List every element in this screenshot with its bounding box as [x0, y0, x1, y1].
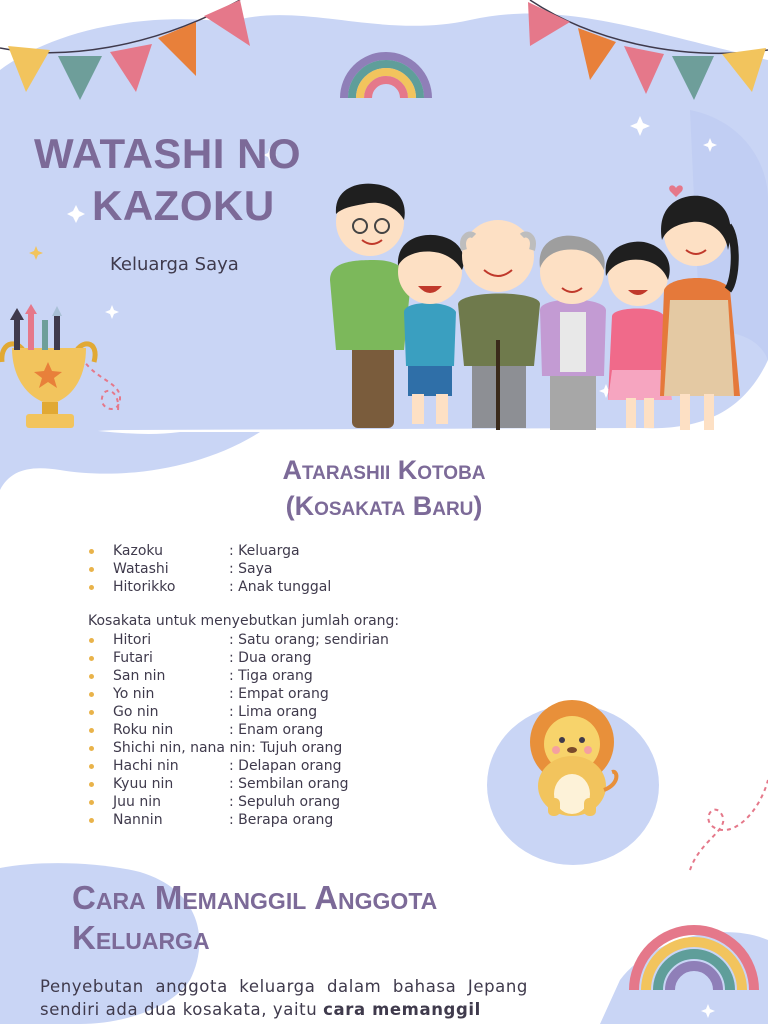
vocab-term: Hitorikko — [113, 579, 176, 595]
list-item — [88, 667, 389, 685]
vocab-list — [88, 542, 331, 596]
page-title — [34, 128, 364, 232]
page-title-line1: WATASHI NO — [34, 130, 302, 177]
address-section-title — [72, 878, 672, 958]
list-item — [88, 542, 331, 560]
count-meaning: : Tiga orang — [229, 668, 313, 684]
list-item — [88, 811, 389, 829]
list-item — [88, 721, 389, 739]
vocab-meaning: : Anak tunggal — [229, 579, 332, 595]
vocab-meaning: : Saya — [229, 561, 273, 577]
list-item — [88, 685, 389, 703]
page-title-line2: KAZOKU — [92, 182, 275, 229]
dotted-swirl — [690, 780, 768, 870]
mother-figure — [660, 196, 740, 430]
count-meaning: : Delapan orang — [229, 758, 342, 774]
address-title-line2: Keluarga — [72, 919, 210, 956]
count-meaning: : Berapa orang — [229, 812, 334, 828]
vocab-section-title — [0, 452, 768, 524]
paragraph-text: Penyebutan anggota keluarga dalam bahasa Jepang sendiri ada dua kosakata, yaitu — [40, 977, 528, 1019]
list-item — [88, 757, 389, 775]
count-meaning: : Sepuluh orang — [229, 794, 341, 810]
list-item — [88, 560, 331, 578]
address-title-line1: Cara Memanggil Anggota — [72, 879, 438, 916]
vocab-term: Kazoku — [113, 543, 163, 559]
count-term: Yo nin — [113, 686, 155, 702]
page-subtitle: Keluarga Saya — [110, 254, 239, 275]
list-item — [88, 775, 389, 793]
count-meaning: : Lima orang — [229, 704, 318, 720]
list-item — [88, 703, 389, 721]
count-meaning: : Enam orang — [229, 722, 324, 738]
count-list — [88, 631, 389, 829]
vocab-title-line1: Atarashii Kotoba — [282, 455, 486, 485]
vocab-title-line2: (Kosakata Baru) — [285, 491, 483, 521]
count-term: Roku nin — [113, 722, 174, 738]
list-item — [88, 631, 389, 649]
list-item — [88, 649, 389, 667]
count-term: Go nin — [113, 704, 159, 720]
vocab-term: Watashi — [113, 561, 169, 577]
address-paragraph — [40, 975, 528, 1021]
count-intro: Kosakata untuk menyebutkan jumlah orang: — [88, 613, 400, 629]
vocab-meaning: : Keluarga — [229, 543, 300, 559]
paragraph-bold-text: cara memanggil — [323, 1000, 481, 1019]
count-meaning: : Sembilan orang — [229, 776, 349, 792]
count-meaning: : Empat orang — [229, 686, 329, 702]
list-item — [88, 578, 331, 596]
count-term: Juu nin — [113, 794, 161, 810]
count-term: Kyuu nin — [113, 776, 174, 792]
list-item — [88, 793, 389, 811]
count-term: San nin — [113, 668, 166, 684]
count-term: Nannin — [113, 812, 163, 828]
count-meaning: : Dua orang — [229, 650, 312, 666]
count-term: Hachi nin — [113, 758, 179, 774]
count-meaning: : Tujuh orang — [251, 740, 343, 756]
list-item — [88, 739, 389, 757]
count-meaning: : Satu orang; sendirian — [229, 632, 389, 648]
count-term: Shichi nin, nana nin — [113, 740, 252, 756]
count-term: Futari — [113, 650, 153, 666]
count-term: Hitori — [113, 632, 152, 648]
